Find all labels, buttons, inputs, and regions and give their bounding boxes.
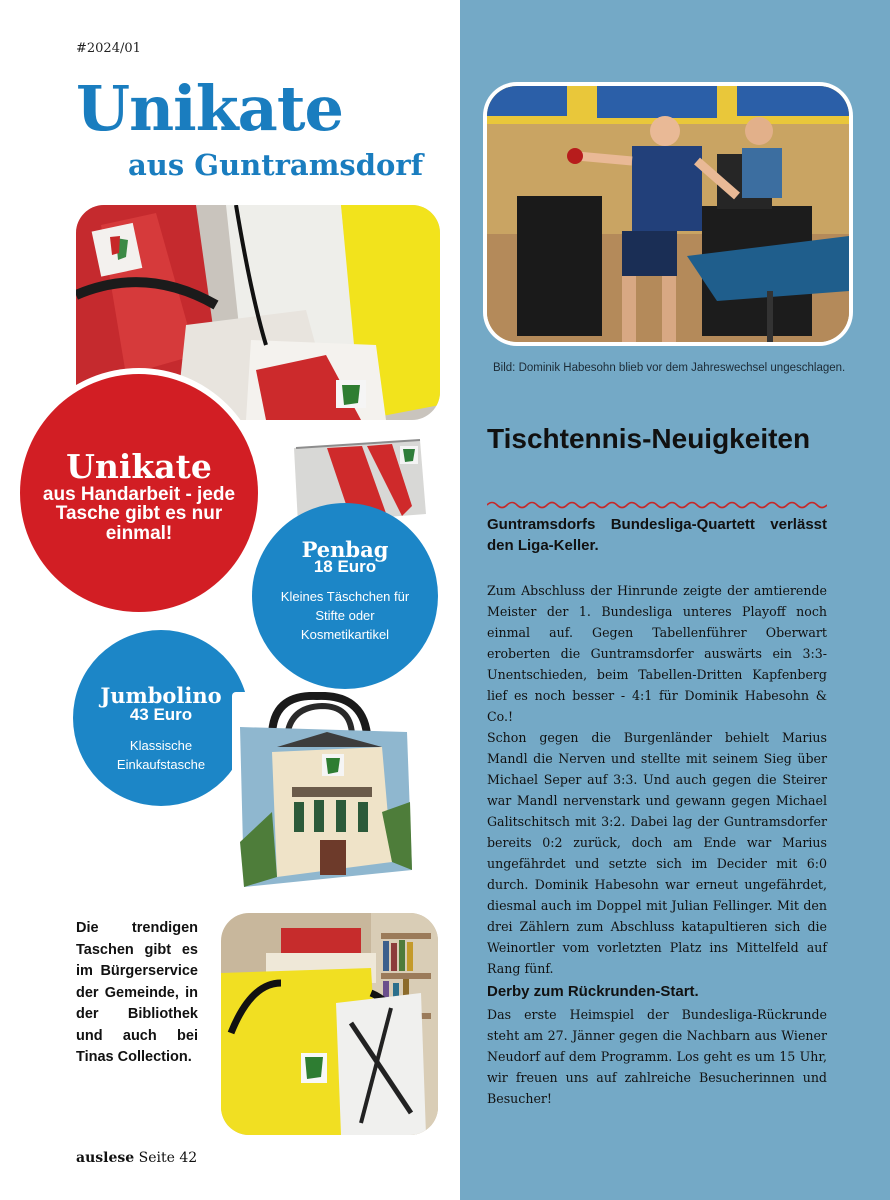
jumbolino-price: 43 Euro (129, 705, 193, 724)
article-subheading: Derby zum Rückrunden-Start. (487, 983, 699, 1000)
magazine-name: auslese (76, 1150, 135, 1166)
article-paragraph: Schon gegen die Burgenländer behielt Marius Mandl die Nerven und stellte mit seinem Sieg über Michael Seper auf 3:3. Und auch gegen die Steirer war Mandl nervenstark und gewann gegen Michael Galitschitsch mit 3:2. Dabei lag der Guntramsdorfer bereits 0:2 zurück, doch am Ende war Marius ungefährdet und setzte sich im Decider mit 6:0 durch. Dominik Habesohn war erneut ungefährdet, diesmal auch im Doppel mit Julian Fellinger. Mit den drei Zählern zum Abschluss katapultieren sich die Weinortler vom vorletzten Platz ins Mittelfeld auf Rang fünf. (487, 730, 827, 976)
article-headline: Tischtennis-Neuigkeiten (487, 423, 811, 454)
article-lead: Guntramsdorfs Bundesliga-Quartett verlässt den Liga-Keller. (487, 516, 827, 554)
penbag-description: Kleines Täschchen für Stifte oder Kosmetikartikel (280, 589, 410, 642)
page-title: Unikate (76, 72, 343, 145)
availability-note: Die trendigen Taschen gibt es im Bürgerservice der Gemeinde, in der Bibliothek und auch bei Tinas Collection. (76, 920, 198, 1065)
jumbolino-offer-circle (73, 630, 249, 806)
jumbolino-description: Klassische Einkaufstasche (116, 738, 206, 772)
article-paragraph: Das erste Heimspiel der Bundesliga-Rückrunde steht am 27. Jänner gegen die Nachbarn aus Wiener Neudorf auf dem Programm. Los geht es um 15 Uhr, wir freuen uns auf zahlreiche Besucherinnen und Besucher! (487, 1007, 827, 1106)
jumbolino-name: Jumbolino (100, 683, 222, 708)
wavy-divider (487, 500, 827, 510)
issue-number: #2024/01 (76, 41, 141, 56)
article-paragraph: Zum Abschluss der Hinrunde zeigte der amtierende Meister der 1. Bundesliga unteres Playoff noch einmal auf. Gegen Tabellenführer Oberwart eroberten die Guntramsdorfer auswärts ein 3:3-Unentschieden, beim Tabellen-Dritten Kapfenberg lief es noch besser - 4:1 für Dominik Habesohn & Co.! (487, 583, 827, 724)
page-footer (76, 1150, 197, 1166)
unikate-promo-circle (20, 374, 258, 612)
page-number: Seite 42 (138, 1150, 198, 1166)
page-subtitle: aus Guntramsdorf (128, 148, 424, 182)
library-bag-photo (221, 913, 438, 1135)
photo-caption: Bild: Dominik Habesohn blieb vor dem Jahreswechsel ungeschlagen. (493, 362, 846, 374)
jumbolino-photo (232, 692, 417, 890)
promo-title: Unikate (66, 447, 212, 486)
penbag-offer-circle (252, 503, 438, 689)
table-tennis-photo (487, 86, 849, 342)
penbag-name: Penbag (301, 537, 389, 562)
promo-text: aus Handarbeit - jede Tasche gibt es nur einmal! (42, 484, 236, 544)
penbag-price: 18 Euro (313, 557, 377, 576)
